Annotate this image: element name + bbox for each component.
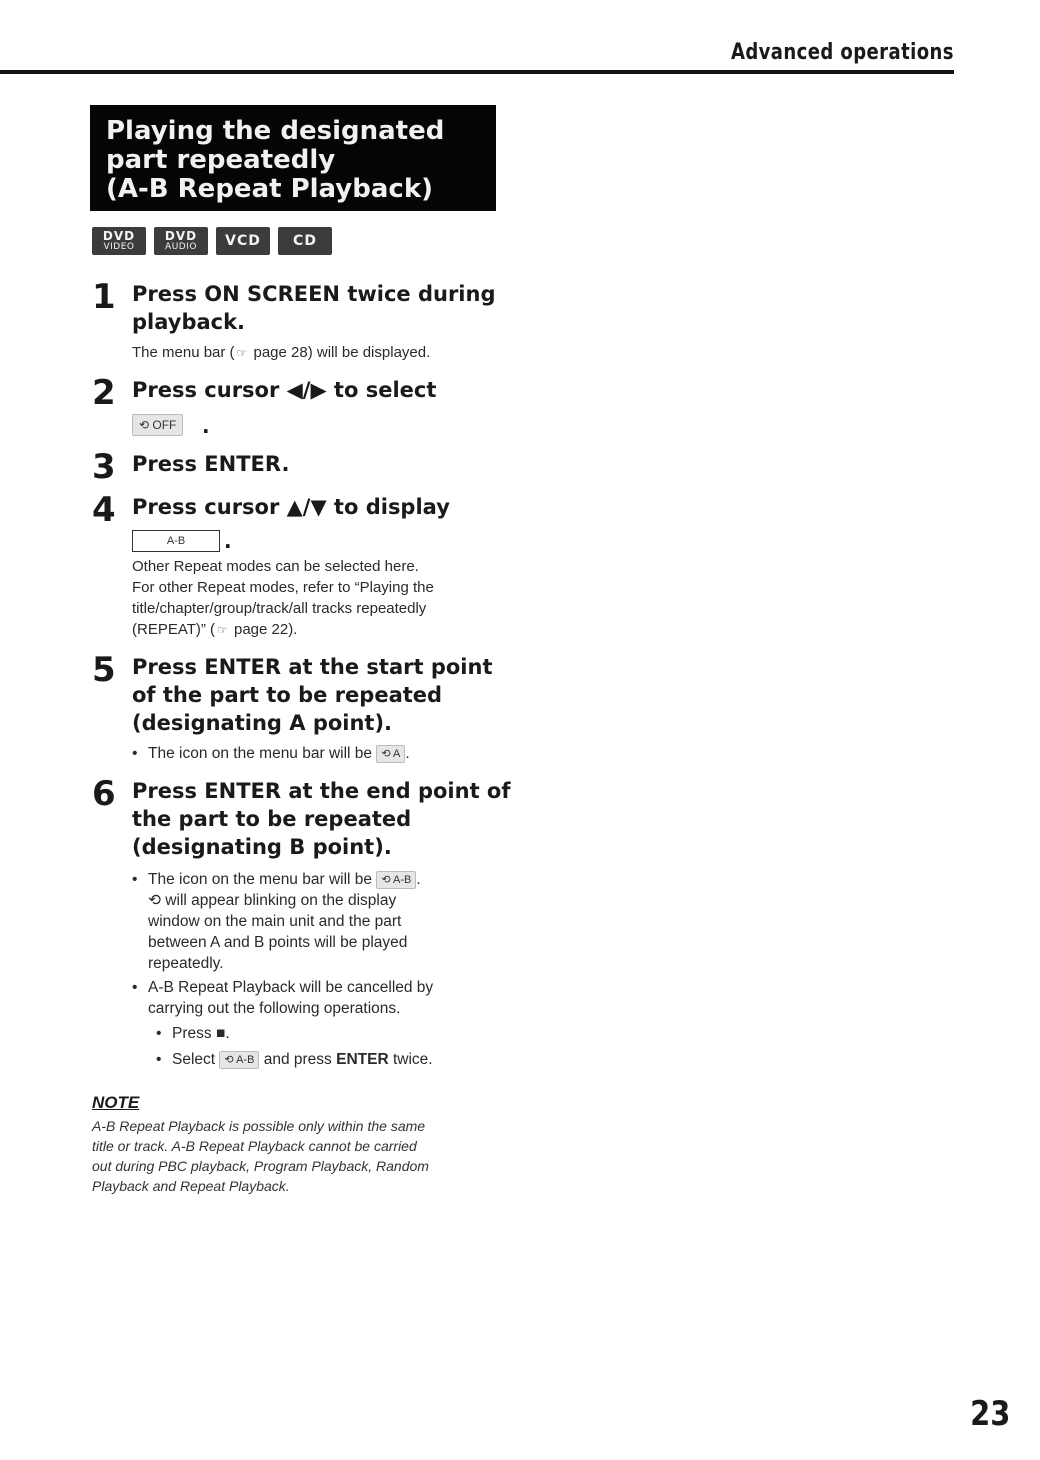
- badge-label: DVD: [164, 228, 198, 243]
- bullet-item: [132, 869, 482, 974]
- note-text: [92, 1116, 492, 1196]
- heading-line: Press ON SCREEN twice during: [132, 282, 496, 306]
- repeat-ab-icon: ⟲ A-B: [376, 871, 416, 889]
- note-title: NOTE: [92, 1093, 140, 1112]
- bullet-line: window on the main unit and the part: [148, 913, 402, 930]
- step-heading: [132, 777, 512, 861]
- step-heading: Press cursor ◀/▶ to select: [132, 378, 437, 402]
- step-heading: Press cursor ▲/▼ to display: [132, 495, 450, 519]
- page-reference-icon: ☞: [236, 346, 248, 360]
- step-number: 1: [92, 277, 116, 317]
- section-header: Advanced operations: [731, 40, 954, 65]
- desc-text: The menu bar (: [132, 344, 235, 361]
- bullet-line: • A-B Repeat Playback will be cancelled by: [148, 979, 434, 996]
- title-line-2: part repeatedly: [106, 145, 336, 175]
- bullet-text: Select: [172, 1051, 216, 1068]
- sub-bullet-item: • Press ■.: [156, 1023, 496, 1044]
- bullet-text: The icon on the menu bar will be: [148, 871, 373, 888]
- step-description: [132, 342, 492, 364]
- heading-line: Press ENTER at the start point: [132, 655, 493, 679]
- period: .: [224, 529, 232, 553]
- step-number: 6: [92, 774, 116, 814]
- desc-line: title/chapter/group/track/all tracks repeatedly: [132, 600, 427, 617]
- desc-line: [132, 619, 492, 641]
- repeat-ab-icon: ⟲ A-B: [219, 1051, 259, 1069]
- badge-sublabel: AUDIO: [165, 241, 197, 252]
- page-number: 23: [969, 1394, 1010, 1434]
- stop-icon: ■: [215, 1025, 226, 1042]
- period: .: [202, 414, 210, 438]
- bullet-line: [148, 890, 482, 911]
- badge-label: VCD: [225, 233, 261, 249]
- bullet-line: • The icon on the menu bar will be ⟲ A-B .: [148, 871, 421, 888]
- badge-label: DVD: [102, 228, 136, 243]
- bullet-text: Press: [172, 1025, 212, 1042]
- title-line-3: (A-B Repeat Playback): [106, 174, 433, 204]
- bullet-item: • The icon on the menu bar will be ⟲ A .: [132, 743, 482, 764]
- section-title-box: [90, 105, 496, 211]
- note-line: Playback and Repeat Playback.: [92, 1178, 290, 1194]
- desc-text: page 22).: [229, 621, 298, 638]
- vcd-badge: [216, 227, 270, 255]
- badge-label: CD: [293, 233, 317, 249]
- desc-line: Other Repeat modes can be selected here.: [132, 558, 419, 575]
- bullet-text: will appear blinking on the display: [161, 892, 397, 909]
- badge-sublabel: VIDEO: [103, 241, 135, 252]
- bullet-line: repeatedly.: [148, 955, 224, 972]
- step-number: 2: [92, 373, 116, 413]
- step-heading: [132, 653, 512, 737]
- bullet-line: carrying out the following operations.: [148, 1000, 401, 1017]
- heading-line: (designating A point).: [132, 711, 393, 735]
- heading-line: (designating B point).: [132, 835, 392, 859]
- blinking-repeat-icon: ⟲: [148, 892, 161, 909]
- step-heading: [132, 280, 512, 336]
- step-number: 4: [92, 490, 116, 530]
- bullet-text: twice.: [388, 1051, 433, 1068]
- bullet-text: and press: [259, 1051, 337, 1068]
- step-number: 5: [92, 650, 116, 690]
- sub-bullet-item: [156, 1049, 496, 1070]
- ab-mode-display-icon: A-B: [132, 530, 220, 552]
- desc-line: For other Repeat modes, refer to “Playing the: [132, 579, 434, 596]
- heading-line: Press ENTER at the end point of: [132, 779, 511, 803]
- repeat-a-icon: ⟲ A: [376, 745, 405, 763]
- page-reference-icon: ☞: [217, 623, 228, 637]
- cd-badge: [278, 227, 332, 255]
- note-line: out during PBC playback, Program Playback, Random: [92, 1158, 429, 1174]
- heading-line: playback.: [132, 310, 246, 334]
- repeat-off-icon: ⟲ OFF: [132, 414, 183, 436]
- note-line: A-B Repeat Playback is possible only within the same: [92, 1118, 426, 1134]
- step-description: [132, 556, 492, 641]
- heading-line: the part to be repeated: [132, 807, 412, 831]
- bullet-item: [132, 977, 482, 1019]
- bullet-text: The icon on the menu bar will be: [148, 745, 373, 762]
- step-number: 3: [92, 447, 116, 487]
- note-line: title or track. A-B Repeat Playback cannot be carried: [92, 1138, 417, 1154]
- disc-type-badges: [92, 227, 332, 255]
- bullet-line: between A and B points will be played: [148, 934, 408, 951]
- step-heading: Press ENTER.: [132, 452, 290, 476]
- enter-key-label: ENTER: [336, 1051, 389, 1068]
- dvd-audio-badge: [154, 227, 208, 255]
- title-line-1: Playing the designated: [106, 116, 445, 146]
- desc-text: page 28) will be displayed.: [249, 344, 431, 361]
- heading-line: of the part to be repeated: [132, 683, 443, 707]
- desc-text: (REPEAT)” (: [132, 621, 216, 638]
- dvd-video-badge: [92, 227, 146, 255]
- header-rule: [0, 70, 954, 74]
